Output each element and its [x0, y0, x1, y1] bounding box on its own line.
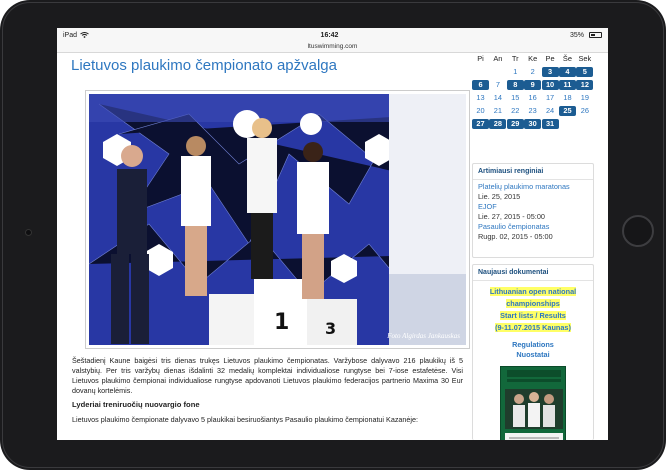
battery-percent: 35%	[569, 31, 584, 39]
calendar-week-row	[472, 79, 594, 91]
home-button[interactable]	[622, 215, 654, 247]
podium-scene	[89, 94, 466, 345]
calendar-day	[559, 119, 576, 129]
url-bar[interactable]	[57, 42, 608, 53]
article-subheading: Lyderiai treniruočių nuovargio fone	[72, 400, 200, 409]
results-line: Lithuanian open national	[489, 287, 577, 296]
calendar-day[interactable]: 27	[472, 119, 489, 129]
calendar-day[interactable]: 13	[476, 93, 485, 102]
article-title[interactable]: Lietuvos plaukimo čempionato apžvalga	[71, 57, 337, 74]
calendar-day[interactable]: 15	[511, 93, 520, 102]
sidebar	[472, 53, 594, 440]
screen	[57, 28, 608, 440]
calendar-day[interactable]: 28	[489, 119, 506, 129]
calendar-day[interactable]: 5	[576, 67, 593, 77]
battery-icon	[589, 32, 602, 38]
calendar	[472, 53, 594, 130]
event-link[interactable]: EJOF	[478, 202, 497, 211]
photo-credit: Foto Algirdas Jankauskas	[387, 332, 460, 340]
results-line: (9-11.07.2015 Kaunas)	[495, 323, 571, 332]
article-paragraph: Lietuvos plaukimo čempionate dalyvavo 5 plaukikai besiruošiantys Pasaulio plaukimo čempionatui Kazanėje:	[72, 415, 418, 424]
status-left	[63, 32, 89, 39]
calendar-day[interactable]: 7	[495, 80, 500, 89]
calendar-day[interactable]: 3	[542, 67, 559, 77]
article-paragraph: Šeštadienį Kaune baigėsi tris dienas trukęs Lietuvos plaukimo čempionatas. Varžybose dalyvavo 216 plaukikų iš 5 valstybių. Per tris varžybų dienas išdalinti 32 medalių komplektai individualiose rungtyse bei 7-iose estafetėse. Visi Lietuvos plaukimo čempionai individualiose rungtyse apdovanoti Lietuvos plaukimo federacijos partnerio Maxima 30 Eur dovanų kortelėmis.	[72, 356, 463, 395]
calendar-week-row	[472, 66, 594, 78]
calendar-day[interactable]: 9	[524, 80, 541, 90]
calendar-weekday: Ke	[528, 54, 538, 63]
calendar-day[interactable]: 18	[563, 93, 572, 102]
calendar-day	[472, 67, 489, 77]
event-link[interactable]: Pasaulio čempionatas	[478, 222, 550, 231]
calendar-day[interactable]: 11	[559, 80, 576, 90]
latest-documents-box	[472, 264, 594, 440]
event-date: Rugp. 02, 2015 - 05:00	[478, 232, 553, 241]
results-link[interactable]	[477, 285, 589, 333]
calendar-day[interactable]: 14	[493, 93, 502, 102]
calendar-day[interactable]: 4	[559, 67, 576, 77]
url-text: ltuswimming.com	[307, 43, 358, 50]
calendar-day[interactable]: 26	[580, 106, 589, 115]
calendar-day[interactable]: 16	[528, 93, 537, 102]
calendar-day[interactable]: 8	[507, 80, 524, 90]
calendar-weekday: An	[493, 54, 503, 63]
upcoming-events-box	[472, 163, 594, 258]
calendar-weekday: Tr	[511, 54, 519, 63]
calendar-day[interactable]: 2	[530, 67, 535, 76]
article-photo[interactable]	[85, 90, 470, 349]
events-heading: Artimiausi renginiai	[473, 164, 593, 180]
calendar-weekday: Še	[562, 54, 572, 63]
svg-text:1: 1	[274, 310, 290, 335]
photo-image	[89, 94, 466, 345]
svg-text:3: 3	[325, 319, 337, 338]
wifi-icon	[80, 32, 89, 38]
article-column	[67, 53, 461, 440]
calendar-day[interactable]: 29	[507, 119, 524, 129]
nuostatai-link[interactable]: Nuostatai	[516, 350, 550, 359]
front-camera	[25, 229, 32, 236]
calendar-weekday-row	[472, 53, 594, 65]
web-page	[57, 53, 608, 440]
event-link[interactable]: Platelių plaukimo maratonas	[478, 182, 570, 191]
article-body	[72, 356, 463, 429]
poster-graphic	[501, 367, 566, 440]
calendar-day[interactable]: 10	[542, 80, 559, 90]
calendar-weekday: Pe	[545, 54, 555, 63]
calendar-week-row	[472, 92, 594, 104]
event-date: Lie. 27, 2015 - 05:00	[478, 212, 545, 221]
events-list	[473, 180, 593, 242]
calendar-day[interactable]: 6	[472, 80, 489, 90]
calendar-day[interactable]: 1	[513, 67, 518, 76]
status-time: 16:42	[320, 31, 339, 39]
calendar-weekday: Pi	[477, 54, 484, 63]
calendar-week-row	[472, 105, 594, 117]
calendar-day[interactable]: 17	[545, 93, 555, 102]
results-line: championships	[506, 299, 560, 308]
documents-heading: Naujausi dokumentai	[473, 265, 593, 281]
calendar-day	[576, 119, 593, 129]
results-line: Start lists / Results	[500, 311, 566, 320]
calendar-day[interactable]: 21	[493, 106, 502, 115]
event-date: Lie. 25, 2015	[478, 192, 521, 201]
calendar-day[interactable]: 31	[542, 119, 559, 129]
calendar-day[interactable]: 19	[580, 93, 589, 102]
regulations-link[interactable]: Regulations	[512, 340, 554, 349]
documents-list	[473, 281, 593, 440]
calendar-day[interactable]: 25	[559, 106, 576, 116]
carrier-label: iPad	[63, 31, 78, 39]
calendar-day[interactable]: 20	[476, 106, 485, 115]
calendar-day[interactable]: 22	[511, 106, 520, 115]
championship-poster-image[interactable]	[500, 366, 566, 440]
calendar-day[interactable]: 30	[524, 119, 541, 129]
calendar-day[interactable]: 12	[576, 80, 593, 90]
status-right	[570, 32, 602, 39]
calendar-day[interactable]: 24	[545, 106, 555, 115]
calendar-day	[489, 67, 506, 77]
calendar-day[interactable]: 23	[528, 106, 537, 115]
calendar-weekday: Sek	[578, 54, 592, 63]
calendar-week-row	[472, 118, 594, 130]
status-bar	[57, 28, 608, 42]
